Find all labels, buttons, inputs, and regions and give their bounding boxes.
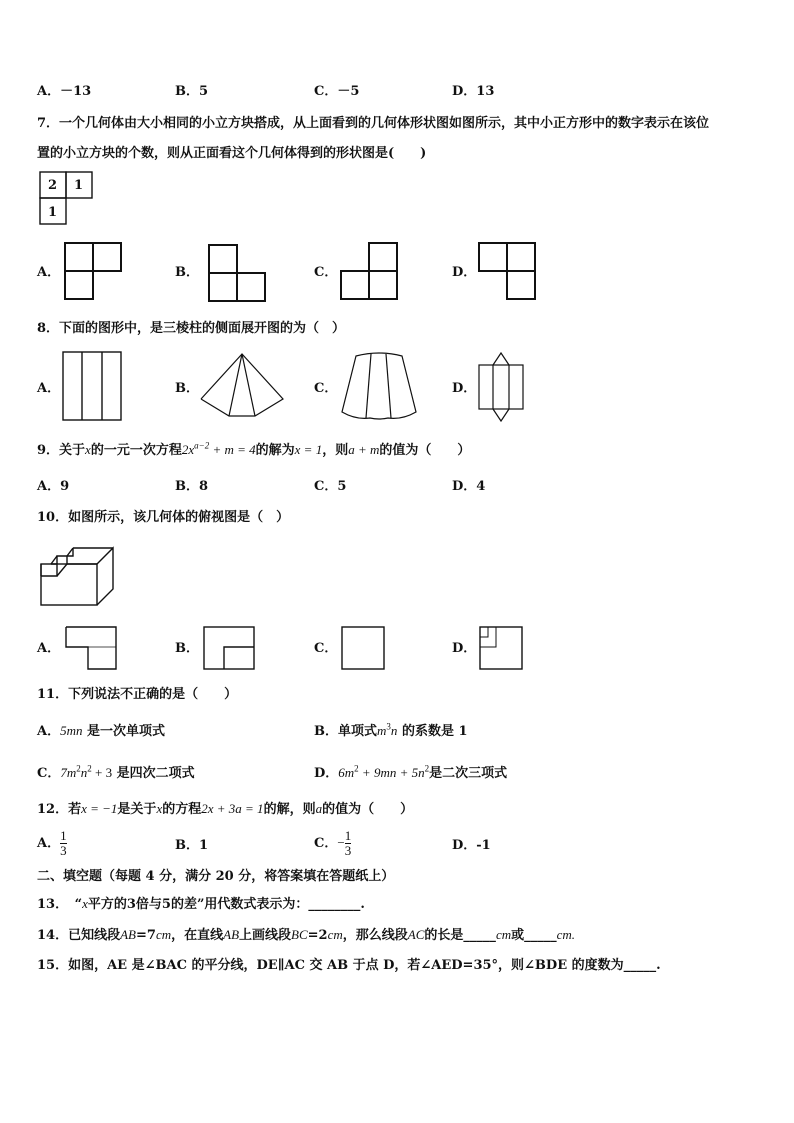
q11-option-b xyxy=(314,722,468,741)
q8-option-a-label: A． xyxy=(37,381,61,396)
q7-option-b-label: B． xyxy=(175,265,199,280)
q6-option-b: B．5 xyxy=(175,84,209,99)
q10-option-a-label: A． xyxy=(37,641,61,656)
q14-text-1: 14．已知线段 xyxy=(37,928,121,943)
q7-grid-cell-2: 1 xyxy=(74,178,84,193)
q11-option-b-m: m xyxy=(377,723,387,738)
q12-option-a-fraction xyxy=(60,829,67,858)
q9-option-c: C．5 xyxy=(314,479,347,494)
q12-option-b: B．1 xyxy=(175,838,209,853)
q8-option-d-label: D． xyxy=(452,381,477,396)
q6-option-d: D．13 xyxy=(452,84,495,99)
q12-var-a: a xyxy=(315,801,323,816)
q8-option-b-label: B． xyxy=(175,381,199,396)
q9-solution: x = 1 xyxy=(294,442,323,457)
q14-text-3: ，在直线 xyxy=(171,928,224,943)
q12-option-a-label: A． xyxy=(37,836,61,851)
q14-text-6: ，那么线段 xyxy=(342,928,408,943)
q8-option-c-figure xyxy=(342,354,416,420)
q14-ab-2: AB xyxy=(223,927,240,942)
q9-text-5: 的值为（ ） xyxy=(379,443,471,458)
q12-option-c-denominator: 3 xyxy=(344,843,352,858)
q11-option-a xyxy=(37,722,165,741)
q11-option-d-mid: + 9mn + 5n xyxy=(358,765,425,780)
q9-option-a: A．9 xyxy=(37,479,70,494)
q9-question-text xyxy=(37,441,470,460)
q12-equation: 2x + 3a = 1 xyxy=(201,801,264,816)
q10-option-c-label: C． xyxy=(314,641,338,656)
q11-option-d-exp1: 2 xyxy=(354,763,359,774)
q11-option-d-m: 6m xyxy=(338,765,355,780)
q12-question-text xyxy=(37,800,413,819)
q12-option-d: D．-1 xyxy=(452,838,491,853)
q7-text-line1: 7．一个几何体由大小相同的小立方块搭成，从上面看到的几何体形状图如图所示，其中小正方形中的数字表示在该位 xyxy=(37,116,710,131)
q9-equation-rest: + m = 4 xyxy=(209,442,256,457)
q7-option-b-figure xyxy=(209,245,265,301)
q11-option-c-rest: + 3 xyxy=(91,765,113,780)
q8-question-text: 8．下面的图形中，是三棱柱的侧面展开图的为（ ） xyxy=(37,321,346,336)
q11-option-b-n: n xyxy=(390,723,398,738)
q11-option-c-label: C． xyxy=(37,766,61,781)
q14-text-7: 的长是_____ xyxy=(424,928,496,943)
q9-equation-base: 2x xyxy=(181,442,195,457)
section-heading: 二、填空题（每题 4 分，满分 20 分，将答案填在答题纸上） xyxy=(37,869,395,884)
q14-cm: cm xyxy=(155,927,172,942)
q12-text-4: 的解，则 xyxy=(263,802,316,817)
q7-option-a-figure xyxy=(65,243,121,299)
q12-text-3: 的方程 xyxy=(162,802,202,817)
q12-option-a-numerator: 1 xyxy=(60,828,67,843)
q15-question-text: 15．如图，AE 是∠BAC 的平分线，DE∥AC 交 AB 于点 D，若∠AED=35°，则∠BDE 的度数为_____. xyxy=(37,958,661,973)
q13-text-1: 13． “ xyxy=(37,897,83,912)
q11-option-c-exp1: 2 xyxy=(76,763,81,774)
q10-option-a-figure xyxy=(66,627,116,669)
q9-text-3: 的解为 xyxy=(255,443,295,458)
q10-option-d-figure xyxy=(480,627,522,669)
q10-option-d-label: D． xyxy=(452,641,477,656)
q11-option-d-exp2: 2 xyxy=(424,763,430,774)
q10-option-b-label: B． xyxy=(175,641,199,656)
q14-cm-4: cm. xyxy=(556,927,576,942)
q11-option-a-label: A． xyxy=(37,724,61,739)
q6-option-a: A．－13 xyxy=(37,84,92,99)
q14-question-text xyxy=(37,926,575,945)
q12-text-5: 的值为（ ） xyxy=(322,802,414,817)
q11-option-d-text: 是二次三项式 xyxy=(429,766,508,781)
q12-option-c-numerator: 1 xyxy=(344,828,352,843)
q14-text-4: 上画线段 xyxy=(239,928,292,943)
q11-option-b-text: 的系数是 1 xyxy=(401,724,468,739)
q11-option-a-text: 是一次单项式 xyxy=(87,724,166,739)
q10-option-b-figure xyxy=(204,627,254,669)
q7-option-d-label: D． xyxy=(452,265,477,280)
q9-text-2: 的一元一次方程 xyxy=(90,443,182,458)
q14-cm-2: cm xyxy=(327,927,343,942)
q12-text-2: 是关于 xyxy=(117,802,157,817)
q14-bc: BC xyxy=(291,927,308,942)
q11-option-a-math: 5mn xyxy=(60,723,83,738)
q11-option-c xyxy=(37,764,195,783)
q7-option-c-label: C． xyxy=(314,265,338,280)
q7-grid-cell-1: 2 xyxy=(48,178,58,193)
q13-question-text xyxy=(37,895,365,914)
q11-option-b-exp: 3 xyxy=(386,721,391,732)
q11-option-d xyxy=(314,764,507,783)
q10-solid-figure xyxy=(41,544,123,606)
q11-option-b-label: B． xyxy=(314,724,338,739)
q8-option-c-label: C． xyxy=(314,381,338,396)
q8-option-a-figure xyxy=(63,352,121,420)
q7-option-d-figure xyxy=(479,243,535,299)
q14-ac: AC xyxy=(407,927,425,942)
q14-text-2: =7 xyxy=(135,928,156,943)
q9-equation-exponent: a−2 xyxy=(194,440,210,451)
q7-option-a-label: A． xyxy=(37,265,61,280)
q6-option-c: C．－5 xyxy=(314,84,360,99)
q14-cm-3: cm xyxy=(495,927,512,942)
q11-question-text: 11．下列说法不正确的是（ ） xyxy=(37,687,238,702)
q11-option-d-label: D． xyxy=(314,766,339,781)
q12-option-c-sign: − xyxy=(337,835,345,850)
q9-text-4: ，则 xyxy=(322,443,349,458)
q9-var-x: x xyxy=(85,442,91,457)
q9-option-b: B．8 xyxy=(175,479,209,494)
q14-text-5: =2 xyxy=(307,928,328,943)
q12-condition: x = −1 xyxy=(81,801,118,816)
q13-text-2: 平方的3倍与5的差”用代数式表示为：________. xyxy=(87,897,365,912)
q14-text-8: 或_____ xyxy=(511,928,557,943)
q12-text-1: 12．若 xyxy=(37,802,82,817)
q7-grid-cell-3: 1 xyxy=(48,205,58,220)
q12-option-c xyxy=(314,829,351,858)
q11-option-c-exp2: 2 xyxy=(87,763,92,774)
q12-option-c-label: C． xyxy=(314,836,338,851)
q12-var-x: x xyxy=(156,801,163,816)
q7-option-c-figure xyxy=(341,243,397,299)
q11-option-c-m: 7m xyxy=(60,765,77,780)
q11-option-c-text: 是四次二项式 xyxy=(116,766,195,781)
q8-option-d-figure xyxy=(479,353,523,421)
q11-option-b-prefix: 单项式 xyxy=(338,724,378,739)
q8-option-b-figure xyxy=(201,354,283,416)
q9-text-1: 9．关于 xyxy=(37,443,86,458)
q11-option-c-n: n xyxy=(80,765,88,780)
q12-option-a xyxy=(37,829,67,858)
q10-question-text: 10．如图所示，该几何体的俯视图是（ ） xyxy=(37,510,290,525)
q12-option-a-denominator: 3 xyxy=(60,843,67,858)
q10-option-c-figure xyxy=(342,627,384,669)
q7-text-line2: 置的小立方块的个数，则从正面看这个几何体得到的形状图是( ) xyxy=(37,146,427,161)
q14-ab: AB xyxy=(120,927,136,942)
q9-option-d: D．4 xyxy=(452,479,486,494)
q9-expression: a + m xyxy=(348,442,380,457)
q12-option-c-fraction xyxy=(345,829,352,858)
q13-var-x: x xyxy=(82,896,88,911)
